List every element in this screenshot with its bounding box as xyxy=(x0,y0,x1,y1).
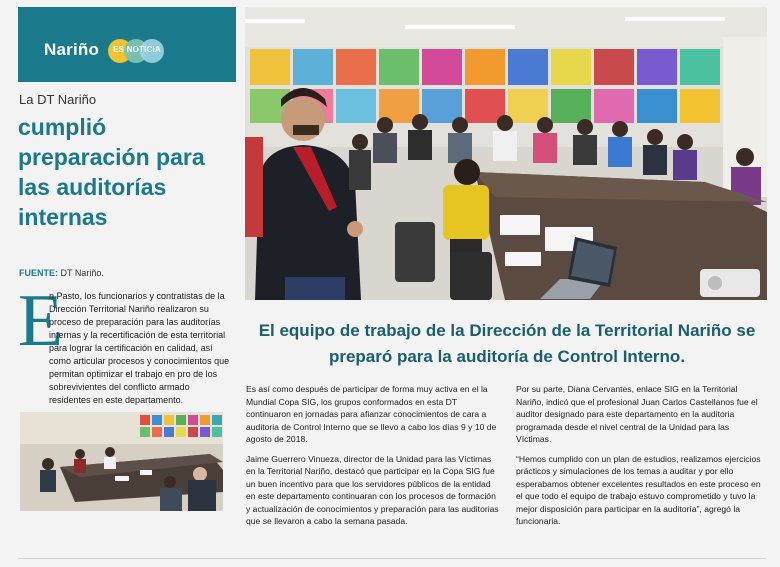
col1-paragraph-1: Es así como después de participar de forma muy activa en el la Mundial Copa SIG, los grupos conformados en esta DT continuaron en jornadas para afianzar conocimientos de cara a auditoria de Control Interno que se llevo a cabo los días 9 y 10 de agosto de 2018. xyxy=(246,384,497,444)
drop-cap: E xyxy=(18,280,64,362)
col1-paragraph-2: Jaime Guerrero Vinueza, director de la Unidad para las Víctimas en la Territorial Nariño, destacó que participar en la Copa SIG fue un buen incentivo para que los servidores públicos de la entidad en este departamento continuaran con los procesos de formación y actualización de conocimientos y preparación para las auditorias que se llevaron a cabo la semana pasada. xyxy=(246,453,499,526)
article-source xyxy=(19,268,104,278)
article-subhead: El equipo de trabajo de la Dirección de la Territorial Nariño se preparó para la auditoría de Control Interno. xyxy=(258,321,756,366)
bottom-divider xyxy=(18,558,766,559)
group-meeting-photo xyxy=(245,7,767,300)
conference-table-photo xyxy=(20,412,223,511)
article-kicker: La DT Nariño xyxy=(19,92,97,107)
logo-text: ES NOTICIA xyxy=(113,45,161,54)
conference-table-icon xyxy=(20,412,223,511)
article-title: cumplió preparación para las auditorías internas xyxy=(18,114,205,230)
col2-paragraph-1: Por su parte, Diana Cervantes, enlace SIG en la Territorial Nariño, indicó que el profesional Juan Carlos Castellanos fue el auditor designado para este departamento en la auditoria programada desde el nivel central de la Unidad para las Víctimas. xyxy=(516,384,758,444)
col2-paragraph-2: “Hemos cumplido con un plan de estudios, realizamos ejercicios prácticos y simulaciones de los temas a auditar y por ello esperabamos obtener excelentes resultados en este proceso en el que todo el equipo de trabajo estuvo comprometido y tuvo la mejor disposición para participar en la auditoría”, agregó la funcionaria. xyxy=(516,453,761,526)
lead-text: n Pasto, los funcionarios y contratistas de la Dirección Territorial Nariño realizaron su proceso de preparación para las auditorías internas y la recertificación de esta territorial para lograr la certificación en calidad, así como articular procesos y conocimientos que permitan optimizar el trabajo en pro de los sobrevivientes del conflicto armado residentes en este departamento. xyxy=(49,291,230,405)
region-name: Nariño xyxy=(44,40,100,59)
lead-paragraph xyxy=(19,290,233,407)
body-column-2 xyxy=(516,383,766,535)
body-column-1 xyxy=(246,383,500,535)
source-label: FUENTE: xyxy=(19,268,58,278)
section-header xyxy=(18,7,236,82)
source-value: DT Nariño. xyxy=(60,268,104,278)
es-noticia-logo xyxy=(108,39,166,63)
group-meeting-icon xyxy=(245,7,767,300)
